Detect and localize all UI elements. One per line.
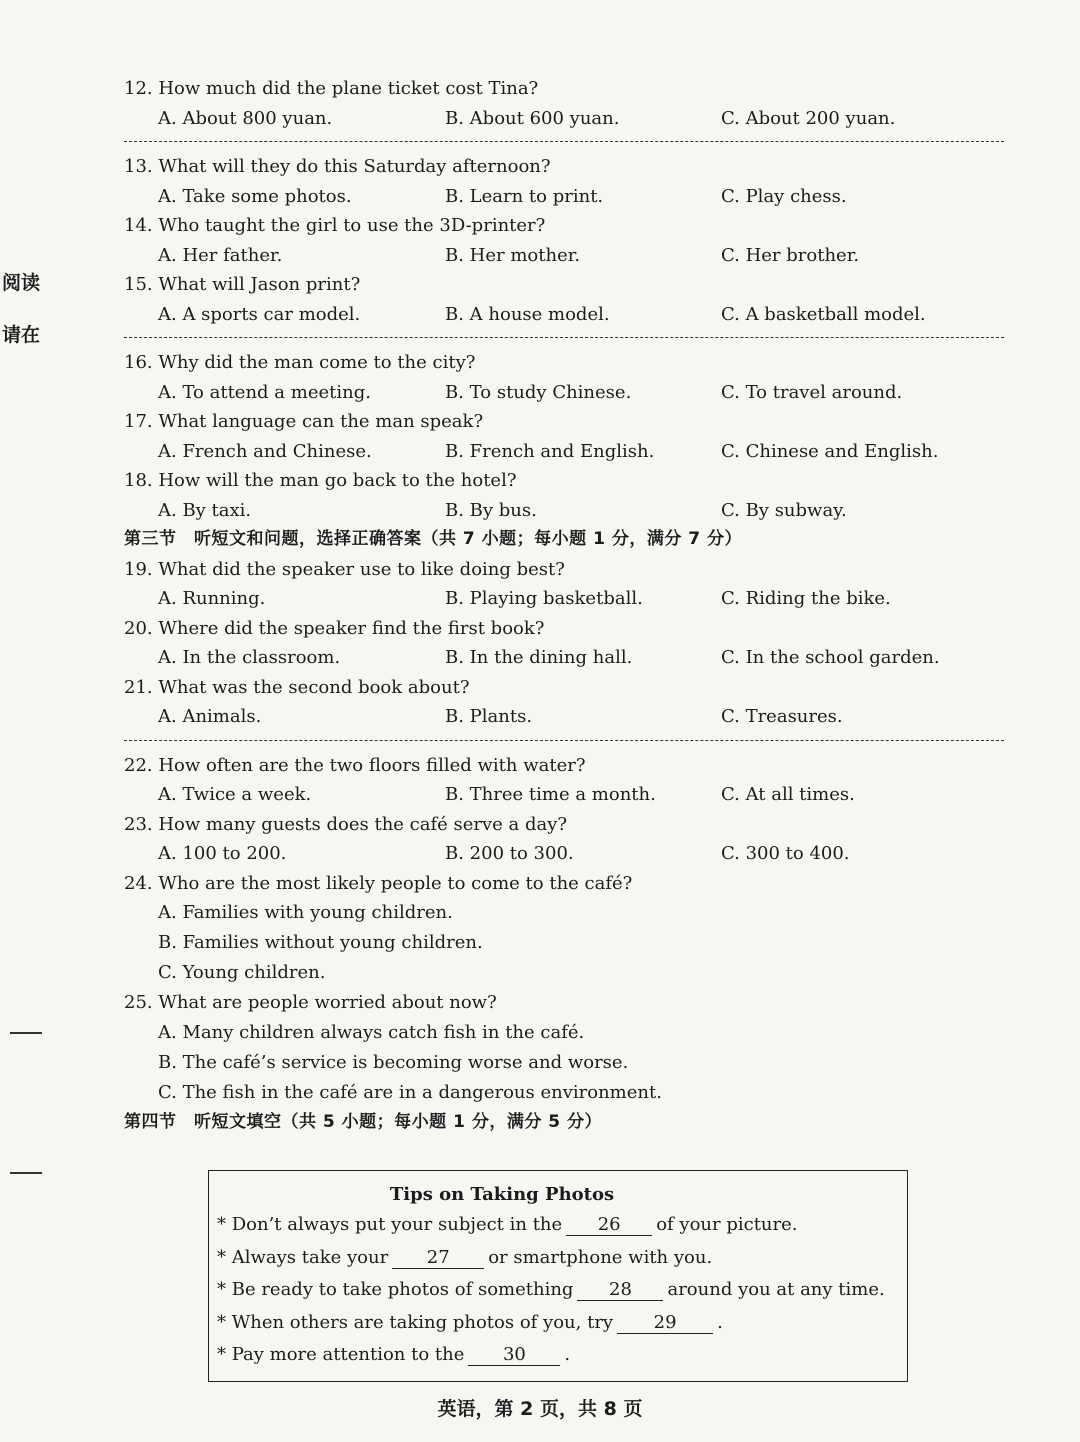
option-row [124, 584, 1004, 614]
tip-line [217, 1242, 907, 1275]
option: B. Plants. [445, 706, 533, 727]
option: A. To attend a meeting. [158, 381, 371, 403]
question-text: 18. How will the man go back to the hotel? [124, 470, 517, 491]
tip-text: * Pay more attention to the [217, 1344, 465, 1365]
option: C. In the school garden. [721, 647, 940, 668]
option-row [124, 839, 1004, 869]
question-text: 20. Where did the speaker find the first book? [124, 617, 545, 639]
option: A. Animals. [158, 706, 262, 727]
page-footer: 英语，第 2 页，共 8 页 [437, 1398, 643, 1420]
option: A. About 800 yuan. [158, 107, 333, 129]
option: C. A basketball model. [721, 303, 926, 325]
answer-blank[interactable]: 30 [468, 1345, 560, 1366]
margin-note-2: 请在 [2, 324, 41, 346]
question-text: 24. Who are the most likely people to come to the café? [124, 872, 633, 894]
option: A. Take some photos. [158, 185, 352, 207]
option: B. In the dining hall. [445, 647, 633, 668]
margin-cut-mark [10, 1032, 42, 1034]
option: B. A house model. [445, 303, 610, 325]
option-row [124, 378, 1004, 408]
question-text: 12. How much did the plane ticket cost Tina? [124, 78, 539, 99]
option: C. By subway. [721, 499, 847, 521]
tip-text: * When others are taking photos of you, try [217, 1311, 614, 1333]
option: C. To travel around. [721, 381, 903, 403]
option: C. Riding the bike. [721, 588, 891, 609]
divider [124, 141, 1004, 142]
divider [124, 740, 1004, 741]
question-text: 21. What was the second book about? [124, 676, 470, 698]
question-text: 22. How often are the two floors filled with water? [124, 754, 586, 776]
option-row [124, 182, 1004, 212]
option: C. The fish in the café are in a dangerous environment. [158, 1081, 662, 1103]
tip-text: . [564, 1344, 571, 1365]
question-text: 19. What did the speaker use to like doing best? [124, 558, 565, 580]
tip-text: * Be ready to take photos of something [217, 1279, 574, 1300]
question-text: 17. What language can the man speak? [124, 411, 484, 432]
option: B. French and English. [445, 440, 655, 462]
section-3-heading: 第三节 听短文和问题，选择正确答案（共 7 小题；每小题 1 分，满分 7 分） [124, 529, 742, 549]
option: A. Twice a week. [158, 784, 312, 805]
tip-line [217, 1307, 907, 1340]
answer-blank[interactable]: 26 [566, 1215, 652, 1236]
option: C. 300 to 400. [721, 843, 850, 864]
section-4-heading: 第四节 听短文填空（共 5 小题；每小题 1 分，满分 5 分） [124, 1111, 602, 1132]
option: C. About 200 yuan. [721, 107, 896, 129]
option-row [124, 241, 1004, 271]
option-row [124, 702, 1004, 732]
option: B. Learn to print. [445, 185, 604, 207]
question-text: 23. How many guests does the café serve a day? [124, 813, 568, 835]
tip-line [217, 1209, 907, 1242]
option: C. Chinese and English. [721, 440, 939, 462]
option: A. A sports car model. [158, 303, 361, 325]
option: A. Her father. [158, 244, 283, 266]
tip-text: or smartphone with you. [488, 1246, 713, 1268]
tips-box [208, 1170, 908, 1382]
tip-text: of your picture. [656, 1214, 798, 1235]
option: A. French and Chinese. [158, 440, 372, 462]
margin-note-1: 阅读 [2, 272, 41, 294]
tip-text: around you at any time. [667, 1279, 885, 1300]
option: A. Many children always catch fish in the café. [158, 1021, 585, 1043]
option: C. Young children. [158, 962, 326, 983]
option: A. 100 to 200. [158, 843, 287, 864]
option: B. The café’s service is becoming worse and worse. [158, 1051, 629, 1073]
option: C. At all times. [721, 784, 855, 805]
option: C. Treasures. [721, 706, 843, 727]
option: C. Play chess. [721, 185, 847, 207]
option-row [124, 780, 1004, 810]
answer-blank[interactable]: 29 [617, 1313, 713, 1334]
question-text: 25. What are people worried about now? [124, 992, 497, 1013]
option-row [124, 104, 1004, 134]
option-row [124, 643, 1004, 673]
option-row [124, 437, 1004, 467]
option: B. To study Chinese. [445, 381, 632, 403]
option: B. About 600 yuan. [445, 107, 620, 129]
question-text: 14. Who taught the girl to use the 3D-printer? [124, 215, 546, 236]
tip-text: * Don’t always put your subject in the [217, 1214, 563, 1235]
tip-text: . [717, 1311, 723, 1333]
option: B. Families without young children. [158, 932, 483, 953]
answer-blank[interactable]: 27 [392, 1248, 484, 1269]
tip-line [217, 1274, 907, 1307]
answer-blank[interactable]: 28 [577, 1280, 663, 1301]
divider [124, 337, 1004, 338]
question-list [124, 74, 1004, 1137]
option: C. Her brother. [721, 244, 860, 266]
option: A. Running. [158, 588, 266, 609]
option: B. By bus. [445, 499, 537, 521]
tip-line [217, 1339, 907, 1372]
option-row [124, 496, 1004, 526]
option: B. Playing basketball. [445, 588, 643, 609]
margin-cut-mark [10, 1172, 42, 1174]
option: B. 200 to 300. [445, 843, 574, 864]
option: B. Her mother. [445, 244, 581, 266]
tip-text: * Always take your [217, 1246, 389, 1268]
option: B. Three time a month. [445, 784, 656, 805]
question-text: 13. What will they do this Saturday afternoon? [124, 156, 551, 177]
option: A. In the classroom. [158, 647, 341, 668]
option-row [124, 300, 1004, 330]
question-text: 16. Why did the man come to the city? [124, 352, 476, 373]
option: A. By taxi. [158, 499, 252, 521]
tips-title: Tips on Taking Photos [389, 1184, 615, 1205]
option: A. Families with young children. [158, 902, 453, 923]
question-text: 15. What will Jason print? [124, 274, 361, 295]
